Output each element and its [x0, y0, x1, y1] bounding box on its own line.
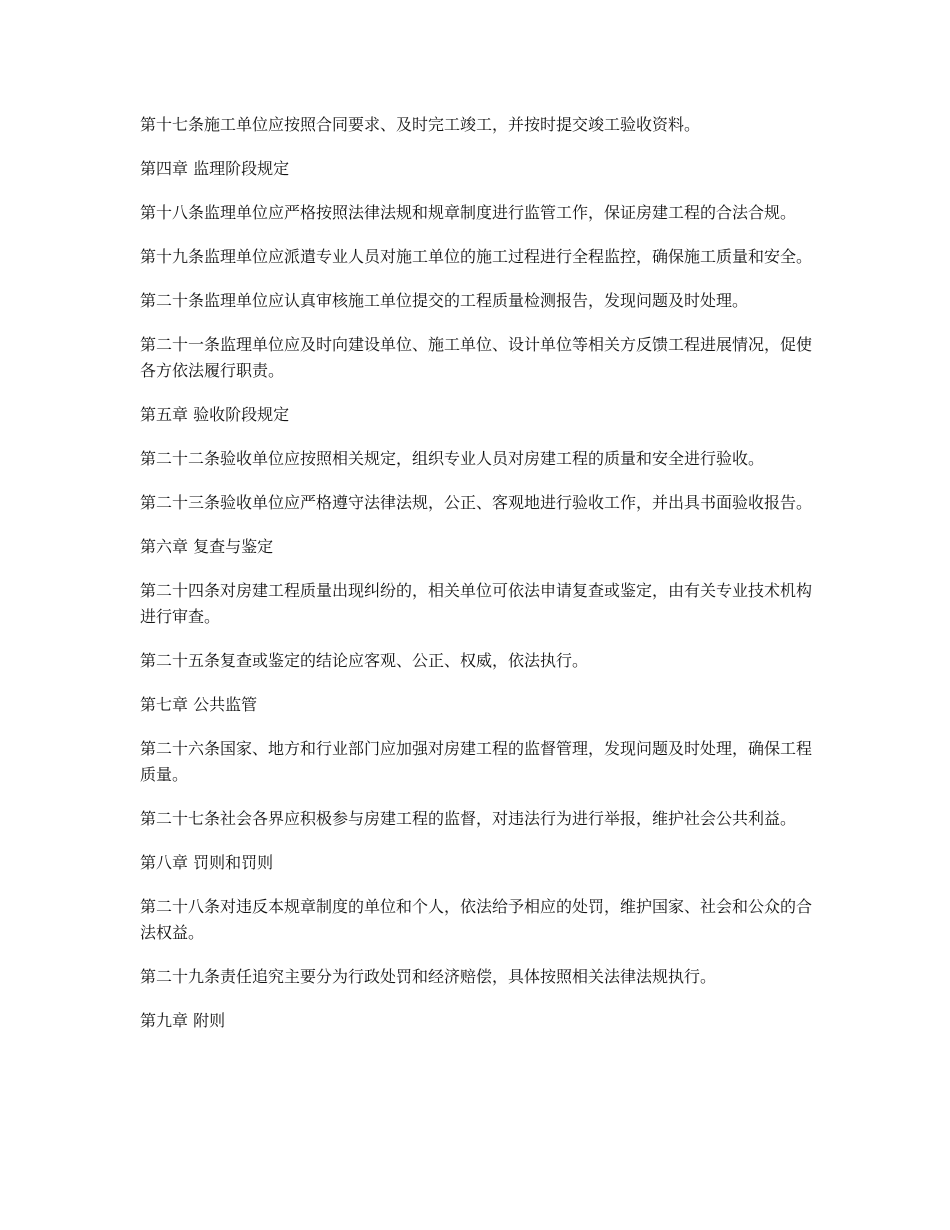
article-29: 第二十九条责任追究主要分为行政处罚和经济赔偿，具体按照相关法律法规执行。	[140, 967, 717, 986]
article-21: 第二十一条监理单位应及时向建设单位、施工单位、设计单位等相关方反馈工程进展情况，促使各方依法履行职责。	[140, 335, 813, 380]
article-28: 第二十八条对违反本规章制度的单位和个人，依法给予相应的处罚，维护国家、社会和公众的合法权益。	[140, 897, 813, 942]
article-27: 第二十七条社会各界应积极参与房建工程的监督，对违法行为进行举报，维护社会公共利益。	[140, 809, 797, 828]
chapter-5-heading: 第五章 验收阶段规定	[140, 405, 290, 424]
article-26: 第二十六条国家、地方和行业部门应加强对房建工程的监督管理，发现问题及时处理，确保工程质量。	[140, 739, 813, 784]
article-24: 第二十四条对房建工程质量出现纠纷的，相关单位可依法申请复查或鉴定，由有关专业技术机构进行审查。	[140, 581, 813, 626]
chapter-4-heading: 第四章 监理阶段规定	[140, 159, 290, 178]
article-20: 第二十条监理单位应认真审核施工单位提交的工程质量检测报告，发现问题及时处理。	[140, 291, 749, 310]
chapter-6-heading: 第六章 复查与鉴定	[140, 537, 274, 556]
chapter-7-heading: 第七章 公共监管	[140, 695, 258, 714]
article-18: 第十八条监理单位应严格按照法律法规和规章制度进行监管工作，保证房建工程的合法合规。	[140, 203, 797, 222]
article-22: 第二十二条验收单位应按照相关规定，组织专业人员对房建工程的质量和安全进行验收。	[140, 449, 765, 468]
article-17: 第十七条施工单位应按照合同要求、及时完工竣工，并按时提交竣工验收资料。	[140, 115, 701, 134]
article-23: 第二十三条验收单位应严格遵守法律法规，公正、客观地进行验收工作，并出具书面验收报告。	[140, 493, 813, 512]
chapter-9-heading: 第九章 附则	[140, 1011, 226, 1030]
chapter-8-heading: 第八章 罚则和罚则	[140, 853, 274, 872]
article-19: 第十九条监理单位应派遣专业人员对施工单位的施工过程进行全程监控，确保施工质量和安全。	[140, 247, 813, 266]
document-body	[140, 112, 820, 1052]
article-25: 第二十五条复查或鉴定的结论应客观、公正、权威，依法执行。	[140, 651, 589, 670]
